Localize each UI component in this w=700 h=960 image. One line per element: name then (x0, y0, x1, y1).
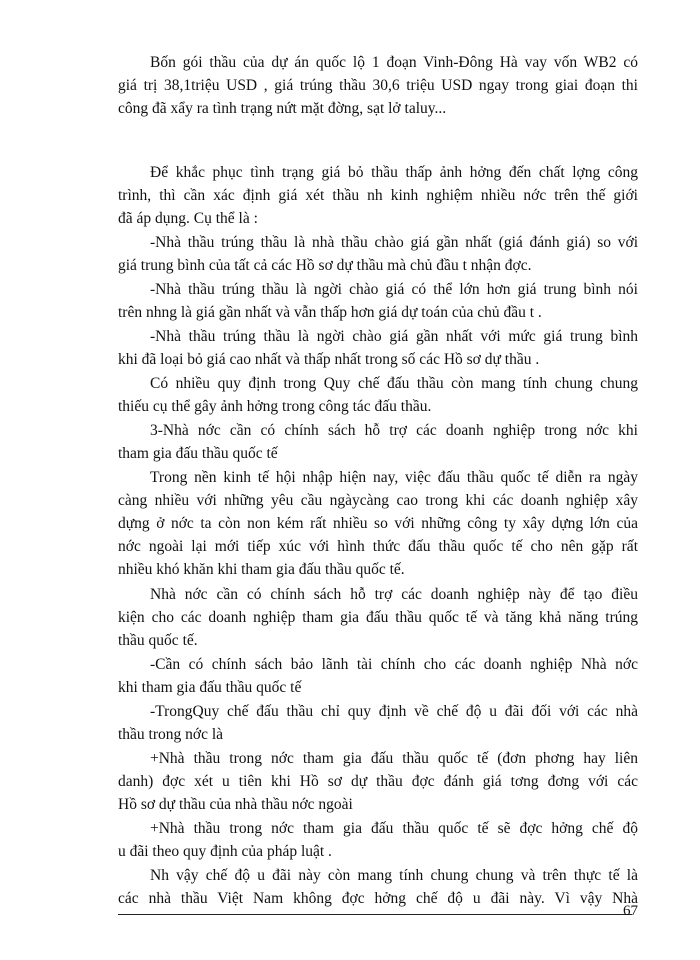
text-line: thầu quốc tế. (118, 632, 198, 649)
text-line: -Nhà thầu trúng thầu là nhà thầu chào giá gần nhất (giá đánh giá) so với (150, 234, 638, 251)
section-heading-line: 3-Nhà nớc cần có chính sách hỗ trợ các doanh nghiệp trong nớc khi (150, 422, 638, 439)
text-line: -Cần có chính sách bảo lãnh tài chính cho các doanh nghiệp Nhà nớc (150, 656, 638, 673)
text-line: thầu trong nớc là (118, 726, 224, 743)
text-line: Trong nền kinh tế hội nhập hiện nay, việc đấu thầu quốc tế diễn ra ngày (150, 469, 638, 486)
text-line: Có nhiều quy định trong Quy chế đấu thầu còn mang tính chung chung (150, 375, 638, 392)
text-line: nớc ngoài lại mới tiếp xúc với hình thức đấu thầu quốc tế cho nên gặp rất (118, 538, 638, 555)
text-line: -Nhà thầu trúng thầu là ngời chào giá gần nhất với mức giá trung bình (150, 328, 638, 345)
text-line: kiện cho các doanh nghiệp tham gia đấu thầu quốc tế và tăng khả năng trúng (118, 609, 638, 626)
text-line: khi tham gia đấu thầu quốc tế (118, 679, 302, 696)
text-line: khi đã loại bỏ giá cao nhất và thấp nhất trong số các Hồ sơ dự thầu . (118, 351, 540, 368)
section-heading-line: tham gia đấu thầu quốc tế (118, 445, 278, 462)
footer-rule (118, 914, 632, 915)
text-line: công đã xẩy ra tình trạng nứt mặt đờng, sạt lở taluy... (118, 100, 447, 117)
text-line: trên nhng là giá gần nhất và vẫn thấp hơn giá dự toán của chủ đầu t . (118, 304, 542, 321)
text-line: Bốn gói thầu của dự án quốc lộ 1 đoạn Vinh-Đông Hà vay vốn WB2 có (150, 54, 638, 71)
text-line: dựng ở nớc ta còn non kém rất nhiều so với những công ty xây dựng lớn của (118, 515, 638, 532)
text-line: +Nhà thầu trong nớc tham gia đấu thầu quốc tế (đơn phơng hay liên (150, 750, 638, 767)
text-line: càng nhiều với những yêu cầu ngàycàng cao trong khi các doanh nghiệp xây (118, 492, 638, 509)
text-line: đã áp dụng. Cụ thể là : (118, 210, 258, 227)
text-line: nhiều khó khăn khi tham gia đấu thầu quốc tế. (118, 561, 405, 578)
page-number: 67 (623, 903, 638, 919)
text-line: -Nhà thầu trúng thầu là ngời chào giá có thể lớn hơn giá trung bình nói (150, 281, 638, 298)
text-line: +Nhà thầu trong nớc tham gia đấu thầu quốc tế sẽ đợc hởng chế độ (150, 820, 638, 837)
text-line: u đãi theo quy định của pháp luật . (118, 843, 332, 860)
text-line: danh) đợc xét u tiên khi Hồ sơ dự thầu đợc đánh giá tơng đơng với các (118, 773, 638, 790)
text-line: -TrongQuy chế đấu thầu chỉ quy định về chế độ u đãi đối với các nhà (150, 703, 638, 720)
text-line: Nhà nớc cần có chính sách hỗ trợ các doanh nghiệp này để tạo điều (150, 586, 638, 603)
text-line: thiếu cụ thể gây ảnh hởng trong công tác đấu thầu. (118, 398, 432, 415)
text-line: trình, thì cần xác định giá xét thầu nh kinh nghiệm nhiều nớc trên thế giới (118, 187, 638, 204)
text-line: Nh vậy chế độ u đãi này còn mang tính chung chung và trên thực tế là (150, 867, 638, 884)
text-line: Để khắc phục tình trạng giá bỏ thầu thấp ảnh hởng đến chất lợng công (150, 164, 638, 181)
text-line: các nhà thầu Việt Nam không đợc hởng chế độ u đãi này. Vì vậy Nhà (118, 890, 638, 907)
text-line: giá trị 38,1triệu USD , giá trúng thầu 30,6 triệu USD ngay trong giai đoạn thi (118, 77, 638, 94)
text-line: giá trung bình của tất cả các Hồ sơ dự thầu mà chủ đầu t nhận đợc. (118, 257, 532, 274)
text-line: Hồ sơ dự thầu của nhà thầu nớc ngoài (118, 796, 353, 813)
